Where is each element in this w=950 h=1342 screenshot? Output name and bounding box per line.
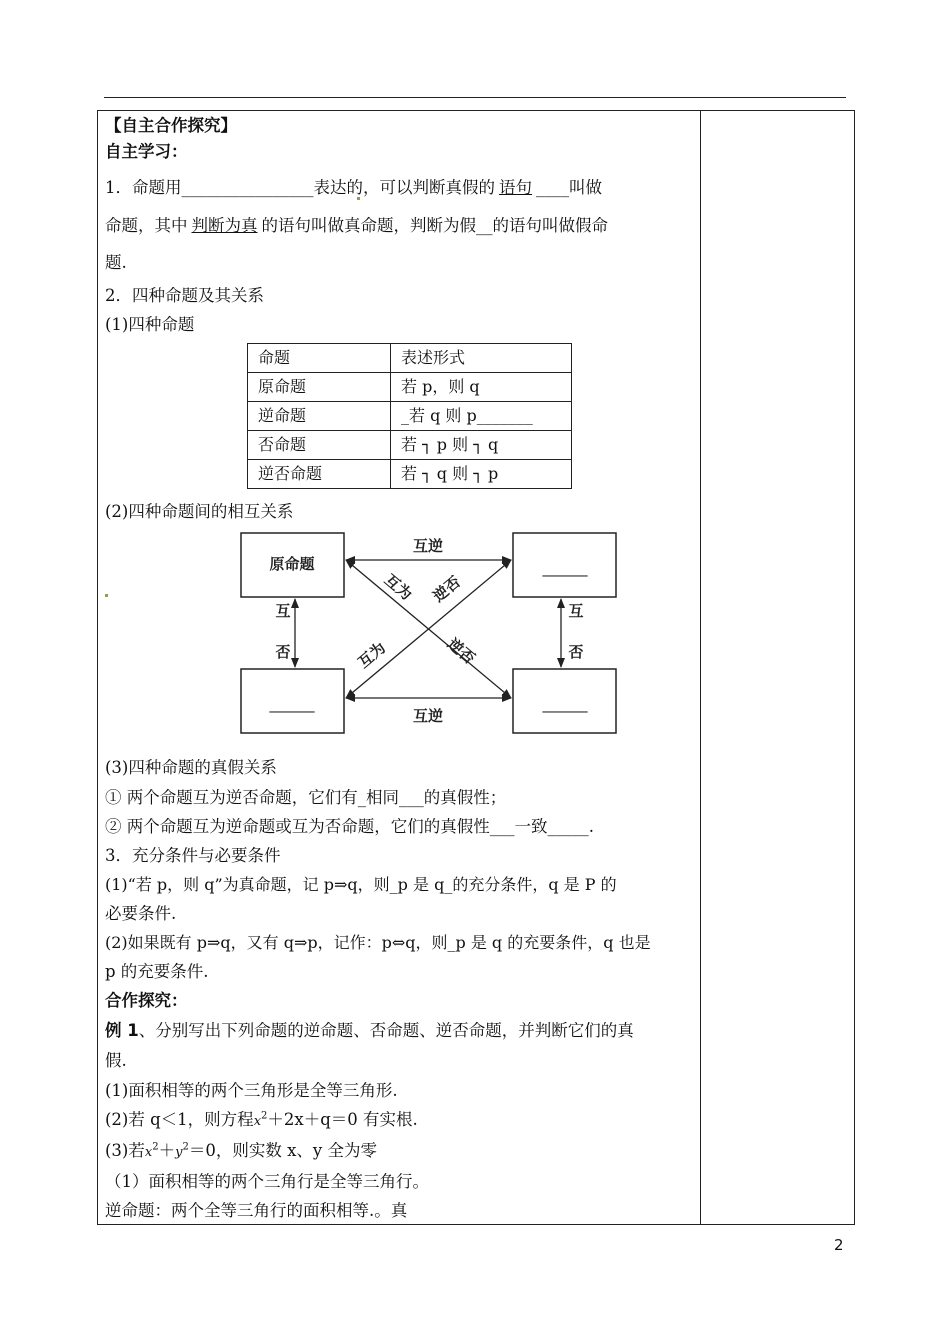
p1-answer-true: 判断为真 (191, 216, 258, 235)
item2-text-a: (2)若 q＜1，则方程 (105, 1110, 254, 1129)
label-diag2-a: 互为 (354, 638, 390, 672)
box-contrapositive-blank: ______ (542, 695, 588, 713)
p2-truth-2: ② 两个命题互为逆命题或互为否命题，它们的真假性___一致_____. (105, 817, 594, 836)
example1-item1: (1)面积相等的两个三角形是全等三角形. (105, 1081, 398, 1100)
example1-answer1: （1）面积相等的两个三角行是全等三角行。 (105, 1172, 429, 1191)
p1-text-d: 叫做 (569, 178, 602, 197)
table-row (248, 460, 572, 489)
header-rule (104, 97, 846, 98)
table-cell: 否命题 (248, 431, 391, 460)
table-row (248, 402, 572, 431)
label-left-1: 互 (275, 602, 291, 620)
item3-text-a: (3)若 (105, 1141, 145, 1160)
p3-title: 3．充分条件与必要条件 (105, 846, 281, 865)
p2-truth-1: ① 两个命题互为逆否命题，它们有_相同___的真假性； (105, 788, 507, 807)
item3-var-x: x (144, 1145, 153, 1160)
stray-mark (357, 197, 360, 200)
relation-diagram (105, 529, 693, 749)
example1-line1 (105, 1016, 693, 1046)
table-cell: 原命题 (248, 373, 391, 402)
box-inverse-blank: ______ (269, 695, 315, 713)
table-row (248, 373, 572, 402)
item2-text-b: ＋2x＋q＝0 有实根. (267, 1110, 418, 1129)
item3-text-b: ＝0，则实数 x、y 全为零 (188, 1141, 377, 1160)
column-divider (700, 110, 701, 1225)
table-header-cell: 表述形式 (391, 344, 572, 373)
item3-var-y: y (175, 1145, 183, 1160)
table-row (248, 344, 572, 373)
p1-text-b: 表达的，可以判断真假的 (313, 178, 495, 197)
table-cell: 若 ┐ p 则 ┐ q (391, 431, 572, 460)
p3-line3: (2)如果既有 p⇒q，又有 q⇒p，记作：p⇔q，则_p 是 q 的充要条件，q 也是 (105, 933, 651, 952)
section-title: 【自主合作探究】 (105, 116, 237, 135)
p1-line2 (105, 207, 693, 245)
main-column (105, 113, 693, 1225)
item3-sup2: 2 (182, 1141, 189, 1153)
item3-plus: ＋ (158, 1141, 176, 1160)
stray-mark (105, 594, 108, 597)
p1-answer-statement: 语句 (499, 178, 532, 197)
label-top: 互逆 (412, 537, 444, 555)
box-original-label: 原命题 (269, 555, 315, 573)
item2-var-x: x (253, 1114, 262, 1129)
table-cell: _若 q 则 p_______ (391, 402, 572, 431)
example1-line2: 假. (105, 1051, 127, 1070)
p1-blank1: ________________ (181, 178, 314, 197)
example1-label: 例 1 (105, 1021, 139, 1040)
p1-text-g: 的语句叫做真命题，判断为假__的语句叫做假命 (261, 216, 608, 235)
table-header-cell: 命题 (248, 344, 391, 373)
table-cell: 若 ┐ q 则 ┐ p (391, 460, 572, 489)
item3-sup1: 2 (152, 1141, 159, 1153)
p2-title: 2．四种命题及其关系 (105, 286, 264, 305)
table-cell: 逆命题 (248, 402, 391, 431)
label-diag1-b: 逆否 (443, 634, 479, 668)
example1-answer2: 逆命题：两个全等三角行的面积相等.。真 (105, 1201, 408, 1220)
coop-label: 合作探究： (105, 991, 188, 1010)
table-cell: 逆否命题 (248, 460, 391, 489)
p2-sub2: (2)四种命题间的相互关系 (105, 502, 294, 521)
box-converse-blank: ______ (542, 559, 588, 577)
p1-line1 (105, 169, 693, 207)
table-row (248, 431, 572, 460)
label-bottom: 互逆 (412, 707, 444, 725)
p2-sub3: (3)四种命题的真假关系 (105, 758, 277, 777)
page-number: 2 (834, 1236, 844, 1254)
p1-line3: 题. (105, 253, 127, 272)
label-right-2: 否 (568, 643, 584, 661)
p1-blank2: ____ (536, 178, 569, 197)
example1-item2 (105, 1105, 693, 1136)
p3-line1: (1)“若 p，则 q”为真命题，记 p⇒q，则_p 是 q_的充分条件，q 是 P 的 (105, 875, 617, 894)
label-left-2: 否 (275, 643, 291, 661)
p1-text-e: 命题，其中 (105, 216, 188, 235)
label-diag1-a: 互为 (380, 570, 416, 604)
four-propositions-table (247, 343, 572, 489)
p1-text-a: 1．命题用 (105, 178, 182, 197)
p3-line2: 必要条件. (105, 904, 177, 923)
example1-item3 (105, 1136, 693, 1167)
p3-line4: p 的充要条件. (105, 962, 209, 981)
example1-text: 、分别写出下列命题的逆命题、否命题、逆否命题，并判断它们的真 (138, 1021, 634, 1040)
label-diag2-b: 逆否 (429, 572, 465, 606)
self-study-label: 自主学习： (105, 142, 188, 161)
label-right-1: 互 (568, 602, 584, 620)
table-cell: 若 p，则 q (391, 373, 572, 402)
item2-sup: 2 (261, 1110, 268, 1122)
p2-sub1: (1)四种命题 (105, 315, 195, 334)
